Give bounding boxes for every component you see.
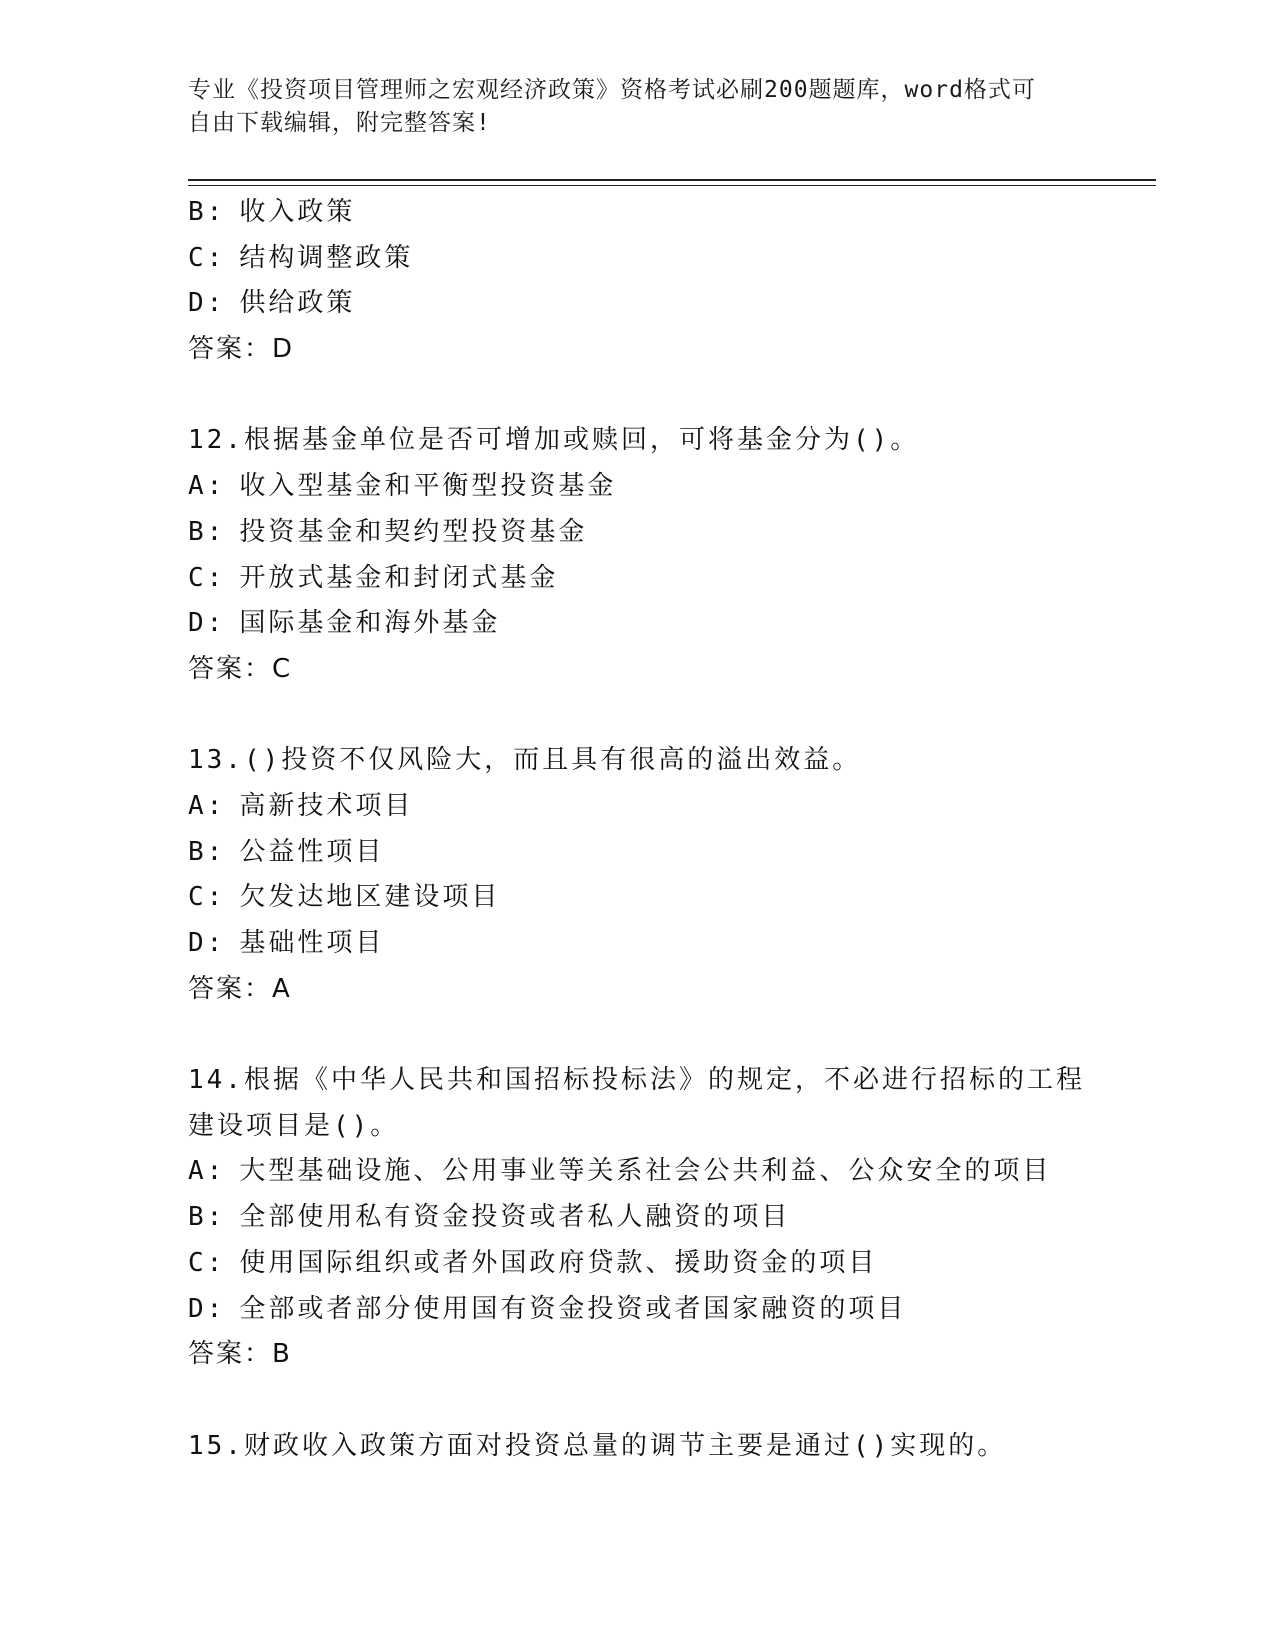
option-line	[188, 556, 1148, 602]
question-spacer	[188, 373, 1148, 419]
option-text: 国际基金和海外基金	[239, 608, 501, 639]
option-text: 高新技术项目	[239, 790, 414, 821]
option-text: 欠发达地区建设项目	[239, 882, 501, 913]
question-block-12	[188, 418, 1148, 692]
question-stem: 15.财政收入政策方面对投资总量的调节主要是通过()实现的。	[188, 1430, 1007, 1461]
option-key: D:	[188, 608, 226, 639]
header-title-line-2: 自由下载编辑，附完整答案!	[188, 110, 491, 136]
option-line	[188, 921, 1148, 967]
option-line	[188, 510, 1148, 556]
option-line	[188, 1287, 1148, 1333]
option-line	[188, 281, 1148, 327]
option-text: 供给政策	[239, 288, 356, 319]
header-divider-thick	[188, 179, 1156, 181]
option-key: A:	[188, 1156, 226, 1187]
option-line	[188, 830, 1148, 876]
question-stem-line-2: 建设项目是()。	[188, 1110, 400, 1141]
question-stem: 12.根据基金单位是否可增加或赎回，可将基金分为()。	[188, 425, 920, 456]
option-key: C:	[188, 242, 226, 273]
option-line	[188, 784, 1148, 830]
option-key: A:	[188, 471, 226, 502]
question-block-15	[188, 1424, 1148, 1470]
option-text: 收入政策	[239, 197, 356, 227]
document-header	[188, 74, 1088, 140]
option-line	[188, 601, 1148, 647]
option-key: D:	[188, 928, 226, 958]
option-text: 全部或者部分使用国有资金投资或者国家融资的项目	[239, 1293, 907, 1324]
option-text: 投资基金和契约型投资基金	[239, 516, 588, 547]
question-spacer	[188, 1378, 1148, 1424]
option-line	[188, 190, 1148, 236]
option-line	[188, 236, 1148, 282]
question-stem: 13.()投资不仅风险大，而且具有很高的溢出效益。	[188, 745, 862, 776]
header-divider-thin	[188, 185, 1156, 186]
option-text: 收入型基金和平衡型投资基金	[239, 471, 617, 502]
question-block-14	[188, 1058, 1148, 1378]
option-text: 公益性项目	[239, 836, 385, 867]
answer-line: 答案：A	[188, 973, 292, 1004]
answer-line: 答案：B	[188, 1339, 292, 1370]
option-text: 结构调整政策	[239, 242, 414, 273]
option-key: B:	[188, 836, 226, 867]
question-spacer	[188, 1012, 1148, 1058]
option-line	[188, 875, 1148, 921]
option-text: 开放式基金和封闭式基金	[239, 562, 559, 593]
option-line	[188, 1195, 1148, 1241]
option-key: D:	[188, 288, 226, 319]
question-block-continued	[188, 190, 1148, 373]
option-key: C:	[188, 562, 226, 593]
option-line	[188, 1241, 1148, 1287]
question-block-13	[188, 738, 1148, 1012]
option-key: B:	[188, 197, 226, 227]
option-text: 使用国际组织或者外国政府贷款、援助资金的项目	[239, 1247, 878, 1278]
option-line	[188, 1149, 1148, 1195]
option-key: D:	[188, 1293, 226, 1324]
answer-line: 答案：C	[188, 653, 293, 684]
option-key: C:	[188, 882, 226, 913]
header-title-line-1: 专业《投资项目管理师之宏观经济政策》资格考试必刷200题题库，word格式可	[188, 77, 1036, 103]
option-key: B:	[188, 1202, 226, 1233]
option-text: 全部使用私有资金投资或者私人融资的项目	[239, 1202, 791, 1233]
option-key: B:	[188, 516, 226, 547]
question-spacer	[188, 693, 1148, 739]
option-line	[188, 464, 1148, 510]
option-text: 大型基础设施、公用事业等关系社会公共利益、公众安全的项目	[239, 1156, 1052, 1187]
option-key: C:	[188, 1247, 226, 1278]
answer-line: 答案：D	[188, 334, 295, 365]
option-key: A:	[188, 790, 226, 821]
question-stem-line-1: 14.根据《中华人民共和国招标投标法》的规定，不必进行招标的工程	[188, 1065, 1085, 1096]
question-list	[188, 190, 1148, 1469]
option-text: 基础性项目	[239, 928, 385, 958]
